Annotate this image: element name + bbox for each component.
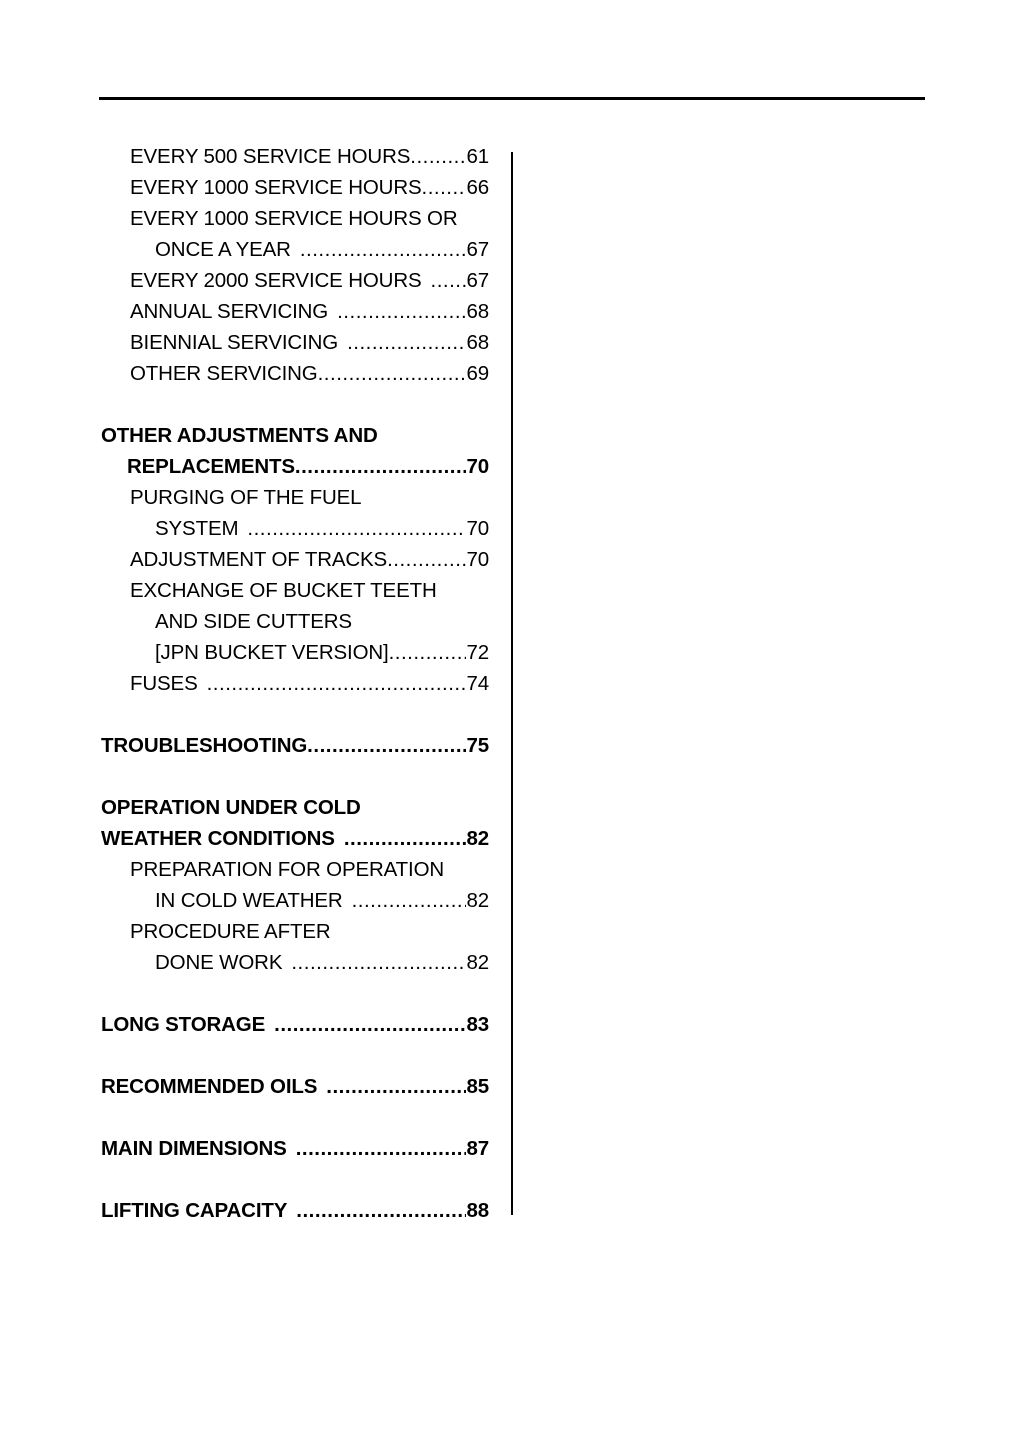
toc-entry-row (130, 482, 489, 513)
column-divider-rule (511, 152, 513, 1215)
toc-leader-dots (318, 358, 467, 389)
main-dimensions-block (99, 1133, 489, 1164)
toc-entry-row (101, 1195, 489, 1226)
toc-entry-row (155, 947, 489, 978)
toc-entry[interactable] (99, 296, 489, 327)
toc-entry[interactable] (99, 203, 489, 234)
toc-entry[interactable] (99, 637, 489, 668)
toc-leader-dots (300, 234, 467, 265)
toc-entry-row (130, 854, 489, 885)
toc-entry-title: OTHER SERVICING (130, 362, 318, 385)
toc-page-number: 72 (466, 641, 489, 664)
toc-entry-row (130, 916, 489, 947)
toc-leader-dots (389, 637, 467, 668)
toc-entry-row (155, 513, 489, 544)
recommended-oils-block (99, 1071, 489, 1102)
toc-leader-dots (326, 1071, 466, 1102)
toc-entry-title: OPERATION UNDER COLD (101, 796, 361, 819)
toc-entry[interactable] (99, 947, 489, 978)
toc-entry-title: [JPN BUCKET VERSION] (155, 641, 389, 664)
toc-entry-title: WEATHER CONDITIONS (101, 827, 335, 850)
toc-page-number: 67 (466, 238, 489, 261)
toc-leader-dots (307, 730, 466, 761)
toc-entry-row (127, 451, 489, 482)
toc-leader-dots (296, 1195, 466, 1226)
lifting-capacity-block (99, 1195, 489, 1226)
toc-entry[interactable] (99, 823, 489, 854)
toc-page-number: 82 (466, 827, 489, 850)
toc-page-number: 87 (466, 1137, 489, 1160)
toc-page-number: 88 (466, 1199, 489, 1222)
toc-entry-title: LIFTING CAPACITY (101, 1199, 288, 1222)
toc-page-number: 61 (466, 145, 489, 168)
cold-weather-block (99, 792, 489, 978)
toc-entry-title: IN COLD WEATHER (155, 889, 343, 912)
toc-entry-title: PURGING OF THE FUEL (130, 486, 362, 509)
toc-entry[interactable] (99, 482, 489, 513)
toc-entry-title: OTHER ADJUSTMENTS AND (101, 424, 378, 447)
service-hours-block (99, 141, 489, 389)
toc-page-number: 69 (466, 362, 489, 385)
toc-leader-dots (296, 1133, 467, 1164)
toc-entry[interactable] (99, 513, 489, 544)
long-storage-block (99, 1009, 489, 1040)
toc-entry-title: BIENNIAL SERVICING (130, 331, 339, 354)
toc-entry-title: EVERY 1000 SERVICE HOURS OR (130, 207, 458, 230)
toc-entry-row (130, 668, 489, 699)
toc-entry[interactable] (99, 606, 489, 637)
toc-entry[interactable] (99, 792, 489, 823)
toc-leader-dots (410, 141, 466, 172)
toc-entry-row (101, 420, 489, 451)
toc-entry[interactable] (99, 141, 489, 172)
toc-entry-title: RECOMMENDED OILS (101, 1075, 318, 1098)
toc-leader-dots (295, 451, 467, 482)
toc-entry-title: REPLACEMENTS (127, 455, 295, 478)
toc-entry-title: LONG STORAGE (101, 1013, 266, 1036)
toc-leader-dots (431, 265, 467, 296)
toc-page-number: 85 (466, 1075, 489, 1098)
toc-leader-dots (422, 172, 467, 203)
toc-entry-row (155, 234, 489, 265)
toc-entry-title: MAIN DIMENSIONS (101, 1137, 287, 1160)
toc-entry-title: ANNUAL SERVICING (130, 300, 329, 323)
toc-entry-title: EVERY 2000 SERVICE HOURS (130, 269, 422, 292)
toc-page-number: 70 (466, 455, 489, 478)
toc-entry-row (155, 637, 489, 668)
toc-entry[interactable] (99, 575, 489, 606)
toc-entry[interactable] (99, 916, 489, 947)
toc-entry-title: TROUBLESHOOTING (101, 734, 308, 757)
toc-leader-dots (337, 296, 466, 327)
toc-leader-dots (291, 947, 466, 978)
toc-entry-title: SYSTEM (155, 517, 239, 540)
toc-leader-dots (387, 544, 466, 575)
toc-entry-title: EVERY 1000 SERVICE HOURS (130, 176, 422, 199)
toc-entry-row (101, 792, 489, 823)
toc-leader-dots (247, 513, 466, 544)
toc-entry-row (101, 730, 489, 761)
toc-page-number: 68 (466, 300, 489, 323)
other-adjustments-block (99, 420, 489, 699)
toc-entry-row (130, 172, 489, 203)
toc-entry-row (155, 606, 489, 637)
toc-entry-title: ONCE A YEAR (155, 238, 291, 261)
toc-entry[interactable] (99, 1009, 489, 1040)
toc-leader-dots (347, 327, 466, 358)
toc-leader-dots (344, 823, 467, 854)
toc-leader-dots (207, 668, 467, 699)
toc-entry-row (130, 327, 489, 358)
toc-entry-row (101, 1009, 489, 1040)
toc-entry[interactable] (99, 420, 489, 451)
toc-entry[interactable] (99, 265, 489, 296)
toc-entry[interactable] (99, 668, 489, 699)
toc-entry[interactable] (99, 451, 489, 482)
toc-entry[interactable] (99, 730, 489, 761)
toc-entry-row (101, 823, 489, 854)
toc-entry-row (130, 203, 489, 234)
toc-page-number: 70 (466, 517, 489, 540)
toc-entry-title: EXCHANGE OF BUCKET TEETH (130, 579, 437, 602)
toc-entry-title: PREPARATION FOR OPERATION (130, 858, 445, 881)
toc-entry-title: FUSES (130, 672, 198, 695)
toc-entry[interactable] (99, 885, 489, 916)
troubleshooting-block (99, 730, 489, 761)
toc-entry-title: ADJUSTMENT OF TRACKS (130, 548, 388, 571)
toc-entry-title: DONE WORK (155, 951, 283, 974)
toc-entry-row (130, 296, 489, 327)
toc-page-number: 75 (466, 734, 489, 757)
toc-entry-row (130, 265, 489, 296)
toc-entry[interactable] (99, 544, 489, 575)
toc-entry-row (101, 1071, 489, 1102)
toc-page-number: 74 (466, 672, 489, 695)
toc-page-number: 66 (466, 176, 489, 199)
toc-entry-row (101, 1133, 489, 1164)
toc-leader-dots (274, 1009, 466, 1040)
toc-leader-dots (352, 885, 467, 916)
toc-entry[interactable] (99, 358, 489, 389)
table-of-contents (99, 141, 489, 1226)
toc-entry-title: EVERY 500 SERVICE HOURS (130, 145, 411, 168)
toc-entry-row (130, 544, 489, 575)
toc-entry[interactable] (99, 1071, 489, 1102)
toc-page-number: 67 (466, 269, 489, 292)
toc-entry-row (130, 141, 489, 172)
toc-entry[interactable] (99, 854, 489, 885)
toc-entry-row (130, 575, 489, 606)
page-top-rule (99, 97, 925, 100)
toc-page-number: 70 (466, 548, 489, 571)
toc-page-number: 82 (466, 951, 489, 974)
toc-page-number: 82 (466, 889, 489, 912)
toc-entry[interactable] (99, 1195, 489, 1226)
toc-entry-title: PROCEDURE AFTER (130, 920, 331, 943)
toc-entry-row (130, 358, 489, 389)
toc-entry[interactable] (99, 172, 489, 203)
toc-page-number: 83 (466, 1013, 489, 1036)
toc-entry[interactable] (99, 234, 489, 265)
toc-entry[interactable] (99, 1133, 489, 1164)
toc-entry-title: AND SIDE CUTTERS (155, 610, 352, 633)
toc-page-number: 68 (466, 331, 489, 354)
toc-entry[interactable] (99, 327, 489, 358)
toc-entry-row (155, 885, 489, 916)
